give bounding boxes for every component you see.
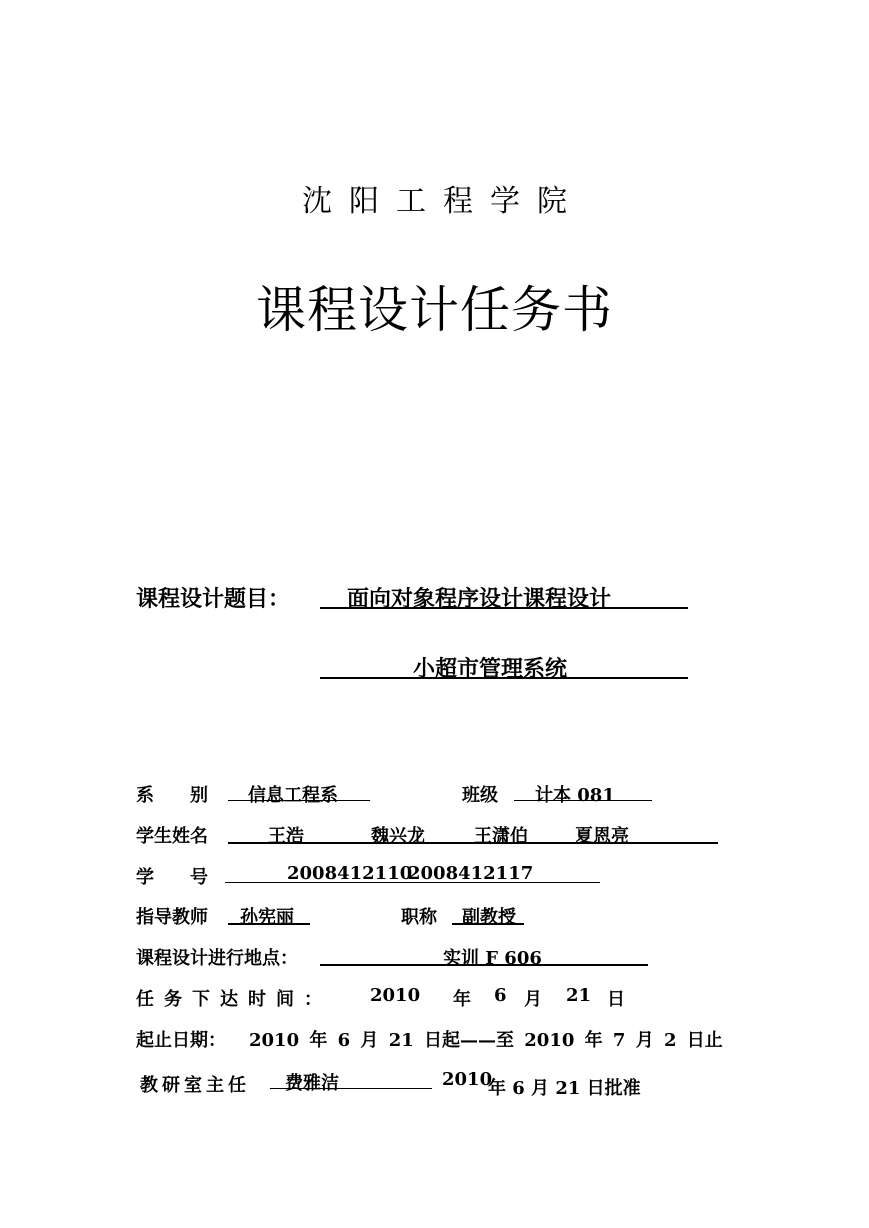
document-title: 课程设计任务书: [256, 281, 613, 339]
topic-underline-1: [320, 607, 688, 609]
student-name: 王潇伯: [474, 826, 528, 847]
issue-month: 6: [494, 985, 507, 1006]
student-id: 2008412110: [287, 863, 413, 884]
period-label: 起止日期：: [136, 1030, 226, 1051]
topic-underline-2: [320, 677, 688, 679]
issue-day-unit: 日: [607, 989, 625, 1010]
class-value: 计本 081: [535, 785, 615, 806]
student-id: 2008412117: [408, 863, 534, 884]
issue-year-unit: 年: [453, 989, 471, 1010]
rank-value: 副教授: [462, 907, 516, 928]
advisor-value: 孙宪丽: [240, 907, 294, 928]
topic-line-1: 面向对象程序设计课程设计: [347, 586, 612, 612]
director-label: 教研室主任: [140, 1075, 250, 1096]
student-id-label: 学 号: [136, 867, 208, 888]
approve-year: 2010: [442, 1069, 493, 1090]
issue-year: 2010: [370, 985, 421, 1006]
rank-label: 职称: [401, 907, 437, 928]
advisor-underline: [228, 923, 310, 925]
approve-date-text: 年 6 月 21 日批准: [488, 1078, 641, 1099]
issue-day: 21: [566, 985, 592, 1006]
department-label: 系 别: [136, 785, 208, 806]
location-value: 实训 F 606: [443, 948, 542, 969]
period-text: 2010 年 6 月 21 日起——至 2010 年 7 月 2 日止: [249, 1030, 723, 1051]
student-name: 魏兴龙: [371, 826, 425, 847]
class-underline: [514, 800, 652, 801]
students-label: 学生姓名: [136, 826, 208, 847]
issue-date-label: 任务下达时间：: [136, 989, 332, 1010]
location-label: 课程设计进行地点：: [136, 948, 298, 969]
topic-label: 课程设计题目：: [136, 586, 291, 612]
class-label: 班级: [462, 785, 498, 806]
location-underline: [320, 964, 648, 966]
student-name: 王浩: [268, 826, 304, 847]
students-underline: [228, 842, 718, 844]
director-underline: [270, 1088, 432, 1089]
department-underline: [228, 800, 370, 801]
topic-line-2: 小超市管理系统: [413, 656, 568, 682]
director-value: 费雅洁: [285, 1073, 339, 1094]
rank-underline: [452, 923, 524, 925]
issue-month-unit: 月: [524, 989, 542, 1010]
advisor-label: 指导教师: [136, 907, 208, 928]
school-name: 沈阳工程学院: [302, 184, 584, 219]
student-name: 夏恩亮: [575, 826, 629, 847]
department-value: 信息工程系: [248, 785, 338, 806]
student-id-underline: [225, 882, 600, 883]
